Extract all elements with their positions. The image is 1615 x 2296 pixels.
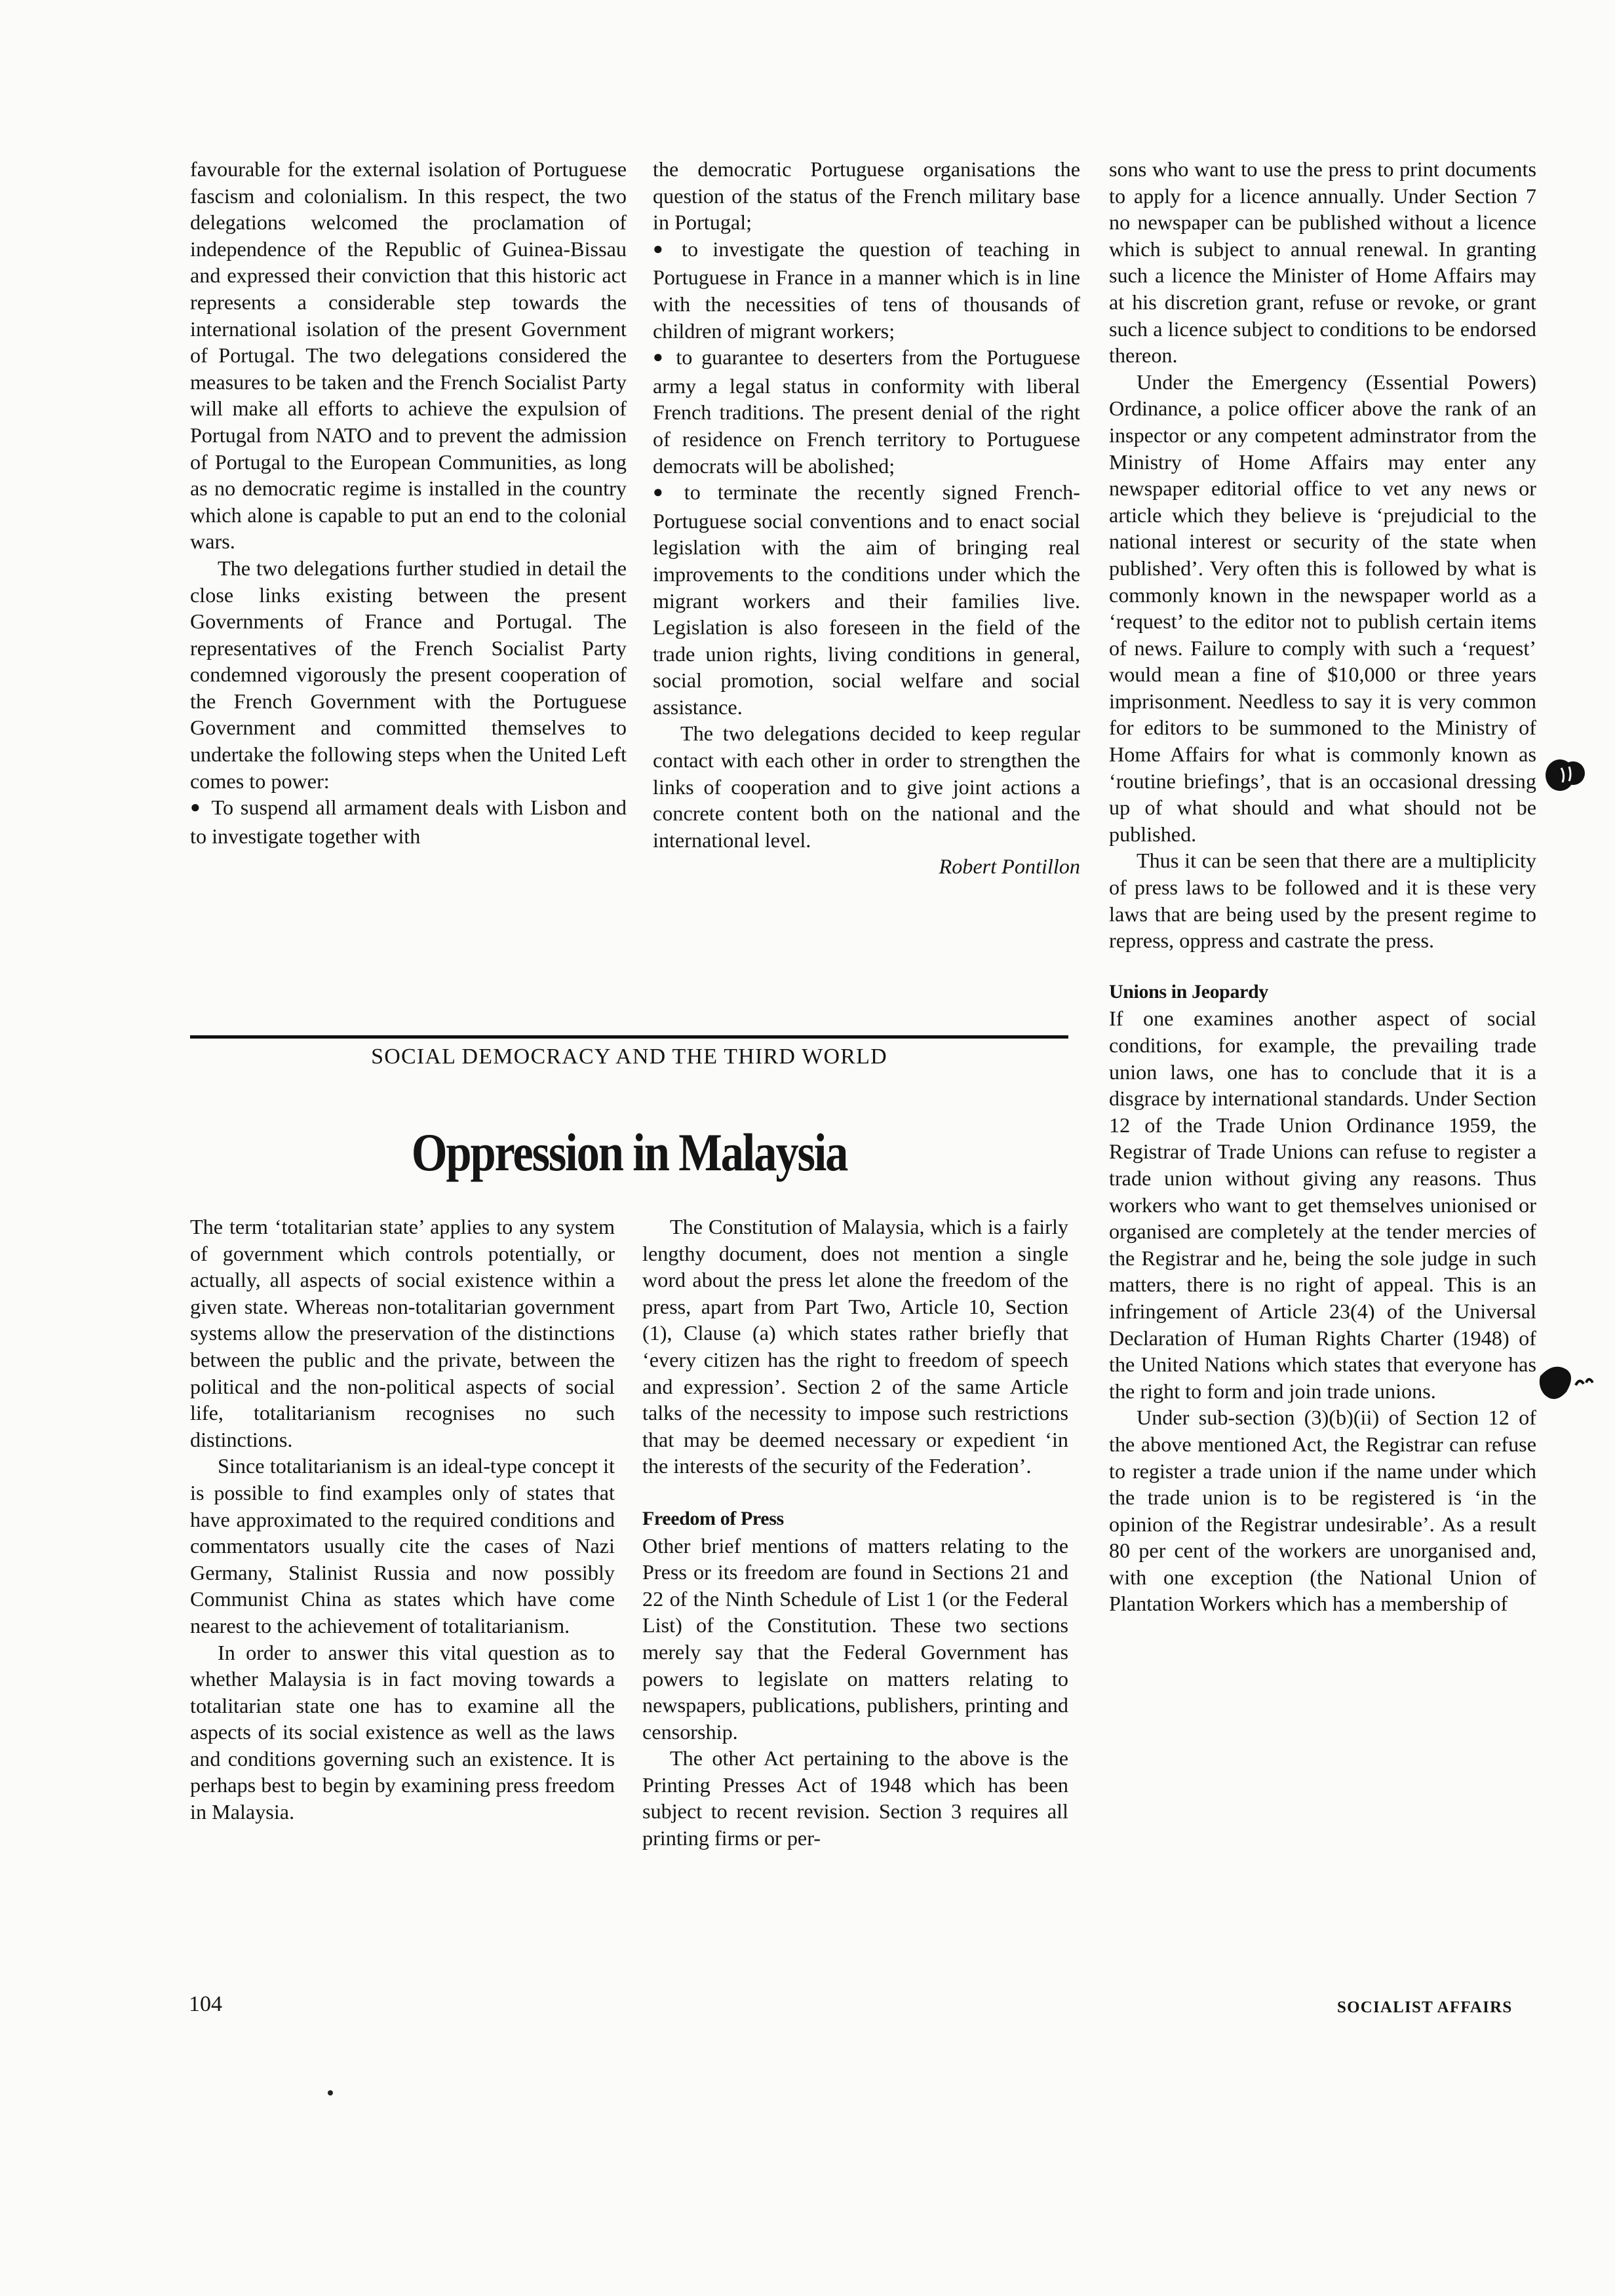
top-article-column-2 (653, 156, 1080, 880)
section-header: SOCIAL DEMOCRACY AND THE THIRD WORLD (371, 1044, 887, 1069)
margin-blot-icon (1534, 1356, 1599, 1409)
page-number: 104 (189, 1992, 222, 2016)
bullet-icon: ● (653, 347, 667, 367)
bullet-item: ● to investigate the question of teaching in Portuguese in France in a manner which is in line with the necessities of tens of thousands of children of migrant workers; (653, 237, 1080, 343)
bullet-icon: ● (653, 239, 673, 258)
stray-dot-icon (326, 2089, 334, 2097)
paragraph: The term ‘totalitarian state’ applies to any system of government which controls potentially, or actually, all aspects of social existence within a given state. Whereas non-totalitarian government systems allow the preservation of the distinctions between the public and the private, between the political and the non-political aspects of social life, totalitarianism recognises no such distinctions. (190, 1215, 615, 1451)
bullet-icon: ● (190, 797, 203, 817)
paragraph: If one examines another aspect of social conditions, for example, the prevailing trade union laws, one has to conclude that it is a disgrace by international standards. Under Section 12 of the Trade Union Ordinance 1959, the Registrar of Trade Unions can refuse to register a trade union without giving any reasons. Thus workers who want to get themselves unionised or organised are completely at the tender mercies of the Registrar and he, being the sole judge in such matters, there is no right of appeal. This is an infringement of Article 23(4) of the Universal Declaration of Human Rights Charter (1948) of the United Nations which states that everyone has the right to form and join trade unions. (1109, 1006, 1536, 1403)
paragraph: The two delegations decided to keep regular contact with each other in order to strengthen the links of cooperation and to give joint actions a concrete content both on the national and the international level. (653, 721, 1080, 852)
paragraph: The two delegations further studied in detail the close links existing between the present Governments of France and Portugal. The representatives of the French Socialist Party condemned vigorously the present cooperation of the French Government with the Portuguese Government and committed themselves to undertake the following steps when the United Left comes to power: (190, 556, 627, 793)
subheading-freedom-of-press: Freedom of Press (642, 1507, 784, 1529)
paragraph: Since totalitarianism is an ideal-type concept it is possible to find examples only of states that have approximated to the required conditions and commentators usually cite the cases of Nazi Germany, Stalinist Russia and now possibly Communist China as states which have come nearest to the achievement of totalitarianism. (190, 1454, 615, 1637)
author-signature: Robert Pontillon (939, 854, 1080, 879)
bullet-item: ● to guarantee to deserters from the Portuguese army a legal status in conformity with liberal French traditions. The present denial of the right of residence on French territory to Portuguese democrats will be abolished; (653, 345, 1080, 478)
paragraph: the democratic Portuguese organisations the question of the status of the French military base in Portugal; (653, 157, 1080, 235)
main-article-column-2 (642, 1214, 1068, 1852)
right-column (1109, 156, 1536, 1617)
paragraph: favourable for the external isolation of Portuguese fascism and colonialism. In this respect, the two delegations welcomed the proclamation of independence of the Republic of Guinea-Bissau and expressed their conviction that this historic act represents a considerable step towards the international isolation of the present Government of Portugal. The two delegations considered the measures to be taken and the French Socialist Party will make all efforts to achieve the expulsion of Portugal from NATO and to prevent the admission of Portugal to the European Communities, as long as no democratic regime is installed in the country which alone is capable to put an end to the colonial wars. (190, 157, 627, 554)
publication-title: SOCIALIST AFFAIRS (1337, 1999, 1513, 2016)
paragraph: Other brief mentions of matters relating to the Press or its freedom are found in Sections 21 and 22 of the Ninth Schedule of List 1 (or the Federal List) of the Constitution. These two sections merely say that the Federal Government has powers to legislate on matters relating to newspapers, publications, publishers, printing and censorship. (642, 1533, 1068, 1744)
top-article-column-1 (190, 156, 627, 849)
paragraph: Under the Emergency (Essential Powers) Ordinance, a police officer above the rank of an inspector or any competent adminstrator from the Ministry of Home Affairs may enter any newspaper editorial office to vet any news or article which they believe is ‘prejudicial to the national interest or security of the state when published’. Very often this is followed by what is commonly known in the newspaper world as a ‘request’ to the editor not to publish certain items of news. Failure to comply with such a ‘request’ would mean a fine of $10,000 or three years imprisonment. Needless to say it is very common for editors to be summoned to the Ministry of Home Affairs for what is commonly known as ‘routine briefings’, that is an occasional dressing up of what should and what should not be published. (1109, 370, 1536, 846)
paragraph: The other Act pertaining to the above is the Printing Presses Act of 1948 which has been subject to recent revision. Section 3 requires all printing firms or per- (642, 1746, 1068, 1850)
paragraph: Under sub-section (3)(b)(ii) of Section 12 of the above mentioned Act, the Registrar can refuse to register a trade union if the name under which the trade union is to be registered is ‘in the opinion of the Registrar undesirable’. As a result 80 per cent of the workers are unorganised and, with one exception (the National Union of Plantation Workers which has a membership of (1109, 1406, 1536, 1616)
main-article-column-1 (190, 1214, 615, 1826)
margin-blot-icon (1540, 754, 1593, 797)
subheading-unions-in-jeopardy: Unions in Jeopardy (1109, 980, 1268, 1003)
bullet-item: ● To suspend all armament deals with Lisbon and to investigate together with (190, 795, 627, 848)
paragraph: Thus it can be seen that there are a multiplicity of press laws to be followed and it is these very laws that are being used by the present regime to repress, oppress and castrate the press. (1109, 849, 1536, 953)
section-rule (190, 1035, 1068, 1039)
bullet-item: ● to terminate the recently signed French-Portuguese social conventions and to enact social legislation with the aim of bringing real improvements to the conditions under which the migrant workers and their families live. Legislation is also foreseen in the field of the trade union rights, living conditions in general, social promotion, social welfare and social assistance. (653, 480, 1080, 719)
bullet-icon: ● (653, 482, 675, 502)
paragraph: In order to answer this vital question as to whether Malaysia is in fact moving towards a totalitarian state one has to examine all the aspects of its social existence as well as the laws and conditions governing such an existence. It is perhaps best to begin by examining press freedom in Malaysia. (190, 1640, 615, 1824)
paragraph: The Constitution of Malaysia, which is a fairly lengthy document, does not mention a single word about the press let alone the freedom of the press, apart from Part Two, Article 10, Section (1), Clause (a) which states rather briefly that ‘every citizen has the right to freedom of speech and expression’. Section 2 of the same Article talks of the necessity to impose such restrictions that may be deemed necessary or expedient ‘in the interests of the security of the Federation’. (642, 1215, 1068, 1478)
paragraph: sons who want to use the press to print documents to apply for a licence annually. Under Section 7 no newspaper can be published without a licence which is subject to annual renewal. In granting such a licence the Minister of Home Affairs may at his discretion grant, refuse or revoke, or grant such a licence subject to conditions to be endorsed thereon. (1109, 157, 1536, 368)
headline: Oppression in Malaysia (411, 1122, 847, 1182)
